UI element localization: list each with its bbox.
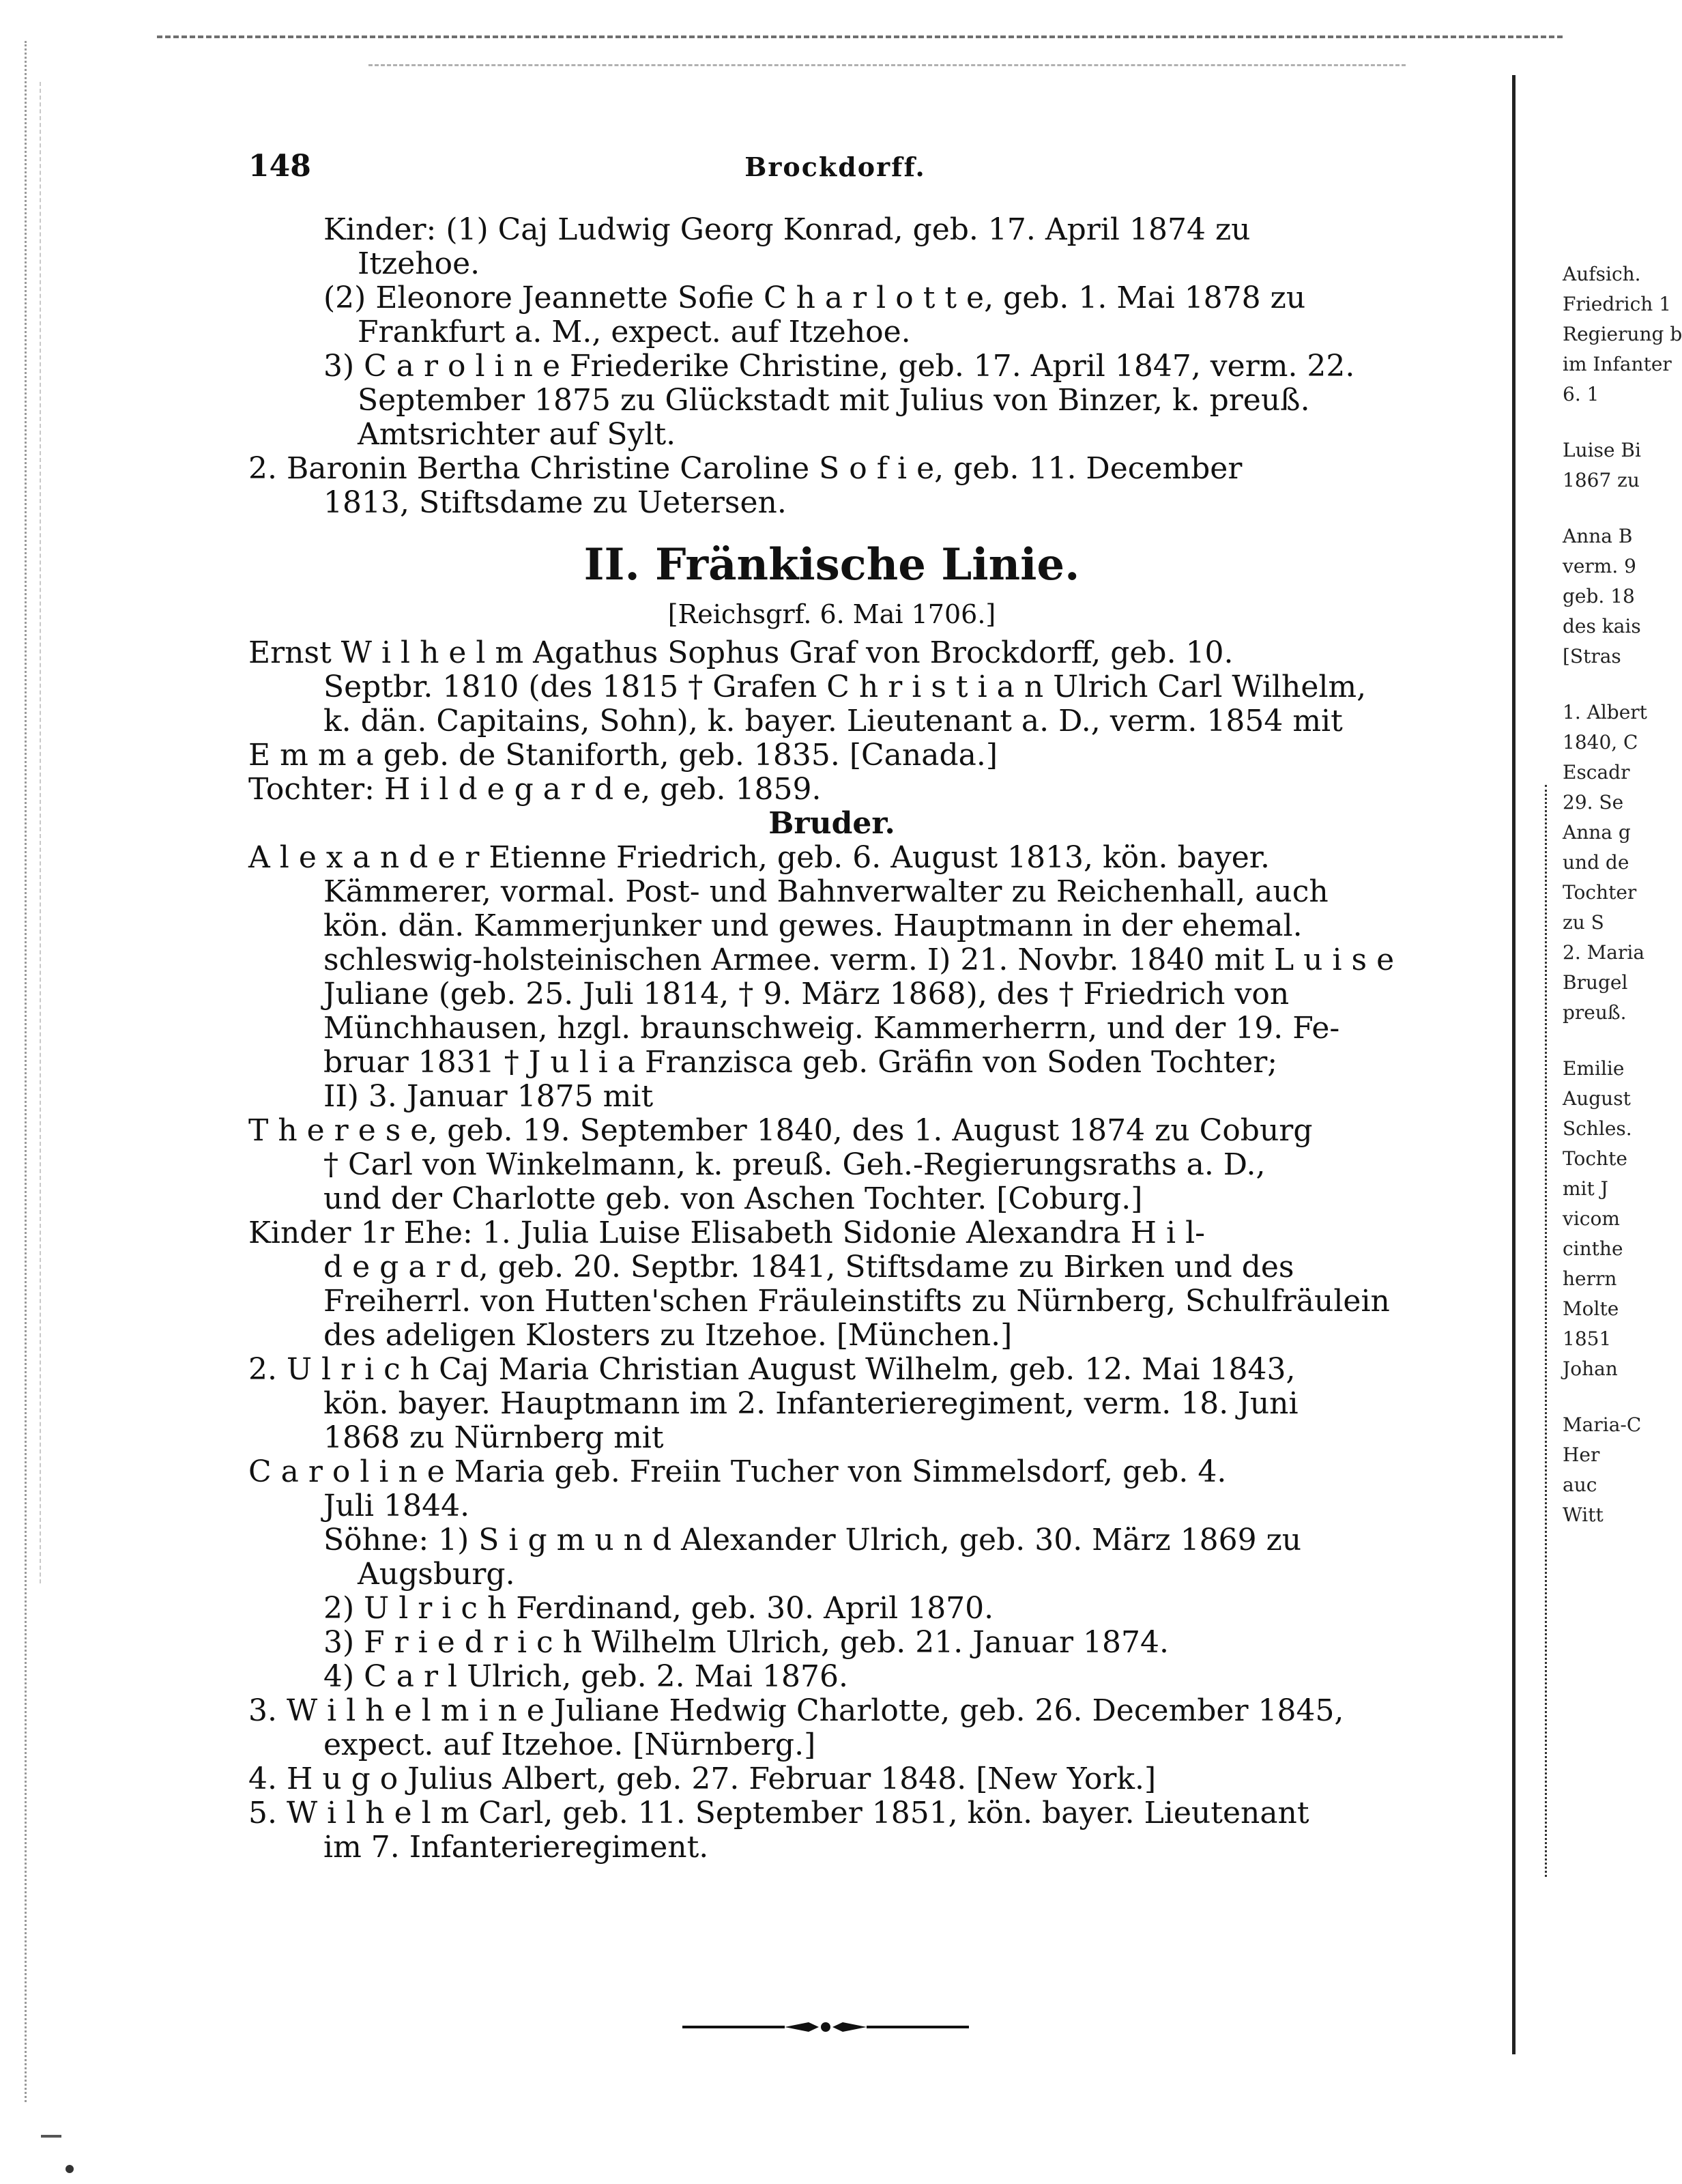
text-line: bruar 1831 † J u l i a Franzisca geb. Gräfin von Soden Tochter; — [323, 1045, 1278, 1080]
text-line: Juli 1844. — [323, 1489, 470, 1523]
text-line: kön. bayer. Hauptmann im 2. Infanterieregiment, verm. 18. Juni — [323, 1386, 1299, 1421]
adjacent-text: 2. Maria — [1563, 941, 1645, 964]
adjacent-text: Aufsich. — [1563, 263, 1641, 285]
adjacent-text: Anna B — [1563, 525, 1633, 547]
adjacent-text: Anna g — [1563, 821, 1631, 844]
adjacent-text: [Stras — [1563, 645, 1621, 667]
text-line: Septbr. 1810 (des 1815 † Grafen C h r i s t i a n Ulrich Carl Wilhelm, — [323, 670, 1367, 704]
adjacent-text: im Infanter — [1563, 353, 1672, 375]
adjacent-text: des kais — [1563, 615, 1641, 637]
page-gutter-line — [1512, 75, 1520, 2054]
adjacent-text: Schles. — [1563, 1117, 1632, 1140]
text-line: September 1875 zu Glückstadt mit Julius von Binzer, k. preuß. — [358, 383, 1310, 418]
text-line: k. dän. Capitains, Sohn), k. bayer. Lieutenant a. D., verm. 1854 mit — [323, 704, 1343, 738]
adjacent-text: Tochter — [1563, 881, 1637, 904]
adjacent-text: herrn — [1563, 1267, 1617, 1290]
adjacent-text: vicom — [1563, 1207, 1620, 1230]
text-line: Juliane (geb. 25. Juli 1814, † 9. März 1868), des † Friedrich von — [323, 977, 1290, 1011]
text-line: des adeligen Klosters zu Itzehoe. [München.] — [323, 1318, 1013, 1353]
text-line: Kämmerer, vormal. Post- und Bahnverwalter zu Reichenhall, auch — [323, 874, 1329, 909]
text-line: d e g a r d, geb. 20. Septbr. 1841, Stiftsdame zu Birken und des — [323, 1250, 1294, 1284]
adjacent-text: 6. 1 — [1563, 383, 1599, 405]
text-line: 4) C a r l Ulrich, geb. 2. Mai 1876. — [323, 1659, 848, 1694]
section-heading: II. Fränkische Linie. — [583, 539, 1080, 590]
adjacent-text: Maria-C — [1563, 1413, 1642, 1436]
adjacent-text: Johan — [1563, 1357, 1618, 1380]
text-line: und der Charlotte geb. von Aschen Tochter. [Coburg.] — [323, 1181, 1143, 1216]
text-line: 1868 zu Nürnberg mit — [323, 1420, 664, 1455]
end-ornament — [682, 2017, 969, 2037]
text-line: 2) U l r i c h Ferdinand, geb. 30. April 1870. — [323, 1591, 994, 1626]
text-line: E m m a geb. de Staniforth, geb. 1835. [Canada.] — [248, 738, 998, 773]
adjacent-text: mit J — [1563, 1177, 1608, 1200]
running-header — [248, 149, 1422, 190]
adjacent-text: zu S — [1563, 911, 1604, 934]
adjacent-text: 1867 zu — [1563, 469, 1640, 491]
text-line: 4. H u g o Julius Albert, geb. 27. Februar 1848. [New York.] — [248, 1762, 1157, 1796]
scan-top-smudge — [157, 35, 1563, 38]
text-line: 5. W i l h e l m Carl, geb. 11. September 1851, kön. bayer. Lieutenant — [248, 1796, 1309, 1830]
text-line: Kinder: (1) Caj Ludwig Georg Konrad, geb. 17. April 1874 zu — [323, 212, 1251, 247]
text-line: Frankfurt a. M., expect. auf Itzehoe. — [358, 315, 911, 349]
text-line: † Carl von Winkelmann, k. preuß. Geh.-Regierungsraths a. D., — [323, 1147, 1266, 1182]
text-line: 3) F r i e d r i c h Wilhelm Ulrich, geb. 21. Januar 1874. — [323, 1625, 1169, 1660]
adjacent-text: 1851 — [1563, 1327, 1612, 1350]
text-line: Augsburg. — [358, 1557, 515, 1592]
adjacent-text: preuß. — [1563, 1001, 1627, 1024]
text-line: Kinder 1r Ehe: 1. Julia Luise Elisabeth Sidonie Alexandra H i l- — [248, 1216, 1206, 1250]
adjacent-text: cinthe — [1563, 1237, 1623, 1260]
text-line: expect. auf Itzehoe. [Nürnberg.] — [323, 1727, 816, 1762]
page-body — [248, 213, 1415, 1865]
adjacent-text: Emilie — [1563, 1057, 1625, 1080]
text-line: Amtsrichter auf Sylt. — [358, 417, 676, 452]
text-line: 2. Baronin Bertha Christine Caroline S o f i e, geb. 11. December — [248, 451, 1243, 486]
text-line: schleswig-holsteinischen Armee. verm. I) 21. Novbr. 1840 mit L u i s e — [323, 943, 1395, 977]
adjacent-text: 1840, C — [1563, 731, 1638, 753]
text-line: Tochter: H i l d e g a r d e, geb. 1859. — [248, 772, 822, 807]
text-line: C a r o l i n e Maria geb. Freiin Tucher von Simmelsdorf, geb. 4. — [248, 1454, 1227, 1489]
adjacent-text: Friedrich 1 — [1563, 293, 1672, 315]
adjacent-text: und de — [1563, 851, 1629, 874]
scan-mark — [66, 2165, 74, 2173]
adjacent-text: Tochte — [1563, 1147, 1627, 1170]
page-gutter-dots — [1545, 785, 1550, 1877]
scan-mark — [41, 2135, 61, 2143]
text-line: Itzehoe. — [358, 246, 480, 281]
adjacent-text: Molte — [1563, 1297, 1619, 1320]
adjacent-text: Luise Bi — [1563, 439, 1641, 461]
scan-top-smudge-faint — [368, 64, 1406, 66]
adjacent-text: verm. 9 — [1563, 555, 1636, 577]
adjacent-text: Brugel — [1563, 971, 1628, 994]
text-line: II) 3. Januar 1875 mit — [323, 1079, 654, 1114]
adjacent-text: Witt — [1563, 1504, 1604, 1526]
scan-left-edge — [25, 41, 36, 2102]
text-line: 1813, Stiftsdame zu Uetersen. — [323, 485, 787, 520]
adjacent-text: Her — [1563, 1443, 1600, 1466]
text-line: Ernst W i l h e l m Agathus Sophus Graf von Brockdorff, geb. 10. — [248, 635, 1234, 670]
adjacent-text: August — [1563, 1087, 1631, 1110]
text-line: 3) C a r o l i n e Friederike Christine, geb. 17. April 1847, verm. 22. — [323, 349, 1355, 384]
adjacent-text: auc — [1563, 1474, 1597, 1496]
text-line: T h e r e s e, geb. 19. September 1840, des 1. August 1874 zu Coburg — [248, 1113, 1313, 1148]
adjacent-page-fragment — [1563, 259, 1682, 1530]
text-line: 3. W i l h e l m i n e Juliane Hedwig Charlotte, geb. 26. December 1845, — [248, 1693, 1344, 1728]
text-line: Münchhausen, hzgl. braunschweig. Kammerherrn, und der 19. Fe- — [323, 1011, 1340, 1046]
adjacent-text: geb. 18 — [1563, 585, 1635, 607]
adjacent-text: 29. Se — [1563, 791, 1624, 814]
section-subheading: [Reichsgrf. 6. Mai 1706.] — [667, 599, 996, 629]
text-line: Freiherrl. von Hutten'schen Fräuleinstifts zu Nürnberg, Schulfräulein — [323, 1284, 1390, 1319]
adjacent-text: Escadr — [1563, 761, 1630, 784]
text-line: (2) Eleonore Jeannette Sofie C h a r l o t t e, geb. 1. Mai 1878 zu — [323, 281, 1306, 315]
text-line: 2. U l r i c h Caj Maria Christian August Wilhelm, geb. 12. Mai 1843, — [248, 1352, 1296, 1387]
scan-left-edge-faint — [40, 82, 44, 1583]
running-head-title: Brockdorff. — [744, 152, 926, 182]
adjacent-text: Regierung b — [1563, 323, 1682, 345]
subsection-heading: Bruder. — [768, 806, 895, 841]
text-line: im 7. Infanterieregiment. — [323, 1830, 709, 1865]
text-line: kön. dän. Kammerjunker und gewes. Hauptmann in der ehemal. — [323, 908, 1303, 943]
adjacent-text: 1. Albert — [1563, 701, 1647, 723]
page-number: 148 — [248, 149, 311, 184]
text-line: A l e x a n d e r Etienne Friedrich, geb. 6. August 1813, kön. bayer. — [248, 840, 1270, 875]
text-line: Söhne: 1) S i g m u n d Alexander Ulrich, geb. 30. März 1869 zu — [323, 1523, 1302, 1557]
